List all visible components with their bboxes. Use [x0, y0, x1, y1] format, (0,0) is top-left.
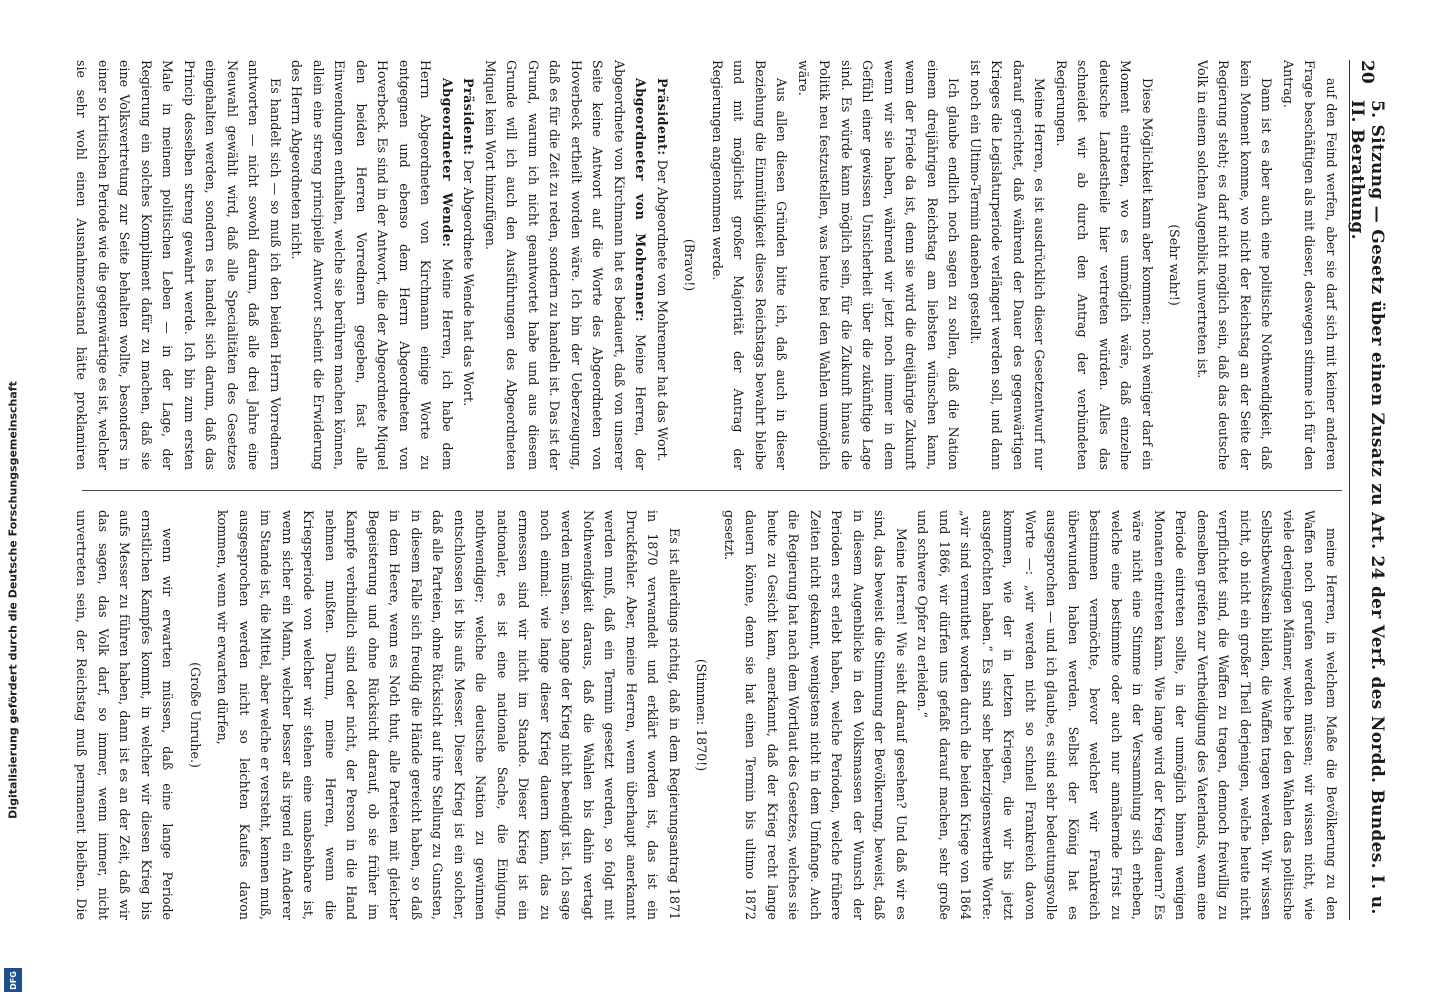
funding-notice: Digitalisierung gefördert durch die Deutsche Forschungsgemeinschaft: [6, 381, 20, 819]
text-paragraph: Aus allen diesen Gründen bitte ich, daß auch in dieser Beziehung die Einmüthigkeit dieses Reichstags bewahrt bleibe und mit möglichst großer Majorität der Antrag der Regierungen angenommen werde.: [710, 60, 790, 470]
text-paragraph: Es ist allerdings richtig, daß in dem Regierungsantrag 1871 in 1870 verwandelt und erklärt worden ist, das ist ein Druckfehler. Aber, meine Herren, wenn überhaupt anerkannt werden muß, daß ein Termin gesetzt werden, so folgt mit Nothwendigkeit daraus, daß die Wahlen bis dahin vertagt werden müssen, so lange der Krieg nicht beendigt ist. Ich sage noch einmal: wie lange dieser Krieg dauern kann, das zu ermessen sind wir nicht im Stande. Dieser Krieg ist ein nationaler, es ist eine nationale Sache, die Einigung, nothwendiger; welche die deutsche Nation zu gewinnen entschlossen ist bis aufs Messer. Dieser Krieg ist ein solcher, daß alle Parteien, ohne Rücksicht auf ihre Stellung zu Gunsten, in diesem Falle sich freudig die Hände gereicht haben, so daß in dem Heere, wenn es Noth thut, alle Parteien mit gleicher Begeisterung und ohne Rücksicht darauf, ob sie früher im Kampfe verbindlich sind oder nicht, der Person in die Hand nehmen mußten. Darum, meine Herren, wenn die Kriegsperiode von welcher wir stehen eine unabsehbare ist, wenn sicher ein Mann, welcher besser als irgend ein Anderer im Stande ist, die Mittel, aber welche er versteht, kennen muß, ausgesprochen werden nicht so leichten Kaufes davon kommen, wenn wir erwarten dürfen,: [215, 510, 682, 920]
page-header: [1347, 60, 1387, 920]
speech-paragraph: [480, 60, 652, 470]
text-paragraph: auf den Feind werfen, aber sie darf sich mit keiner anderen Frage beschäftigen als mit dieser, deswegen stimme ich für den Antrag.: [1281, 60, 1339, 470]
speech-text: Der Abgeordnete von Mohrenner hat das Wort.: [655, 159, 670, 462]
text-paragraph: Meine Herren! Wie sieht darauf gesehen? Und daß wir es sind, das beweist die Stimmung der Bevölkerung, beweist, daß in diesem Augenblicke in den Volksmassen der Wunsch der Perioden erst erlebt haben, welche Perioden, welche frühere Zeiten nicht gekannt, wenigstens nicht in dem Umfange. Auch die Regierung hat nach dem Wortlaut des Gesetzes, welches sie heute zu Gesicht kam, anerkannt, daß der Krieg recht lange dauern könne, denn sie hat einen Termin bis ultimo 1872 gesetzt.: [722, 510, 909, 920]
stage-direction: (Stimmen: 1870!): [694, 658, 710, 772]
text-paragraph: Diese Möglichkeit kann aber kommen; noch weniger darf ein Moment eintreten, wo es unmöglich wäre, daß einzelne deutsche Landestheile hier vertreten würden. Alles das schneidet wir ab durch den Antrag der verbündeten Regierungen.: [1054, 60, 1155, 470]
column-divider: [82, 490, 1342, 491]
dfg-logo: DFG: [4, 968, 22, 992]
speaker-name: Abgeordneter Wende:: [440, 78, 455, 248]
text-paragraph: Dann ist es aber auch eine politische Nothwendigkeit, daß kein Moment komme, wo nicht der Reichstag an der Seite der Regierung steht; es darf nicht möglich sein, daß das deutsche Volk in einem solchen Augenblick unvertreten ist.: [1195, 60, 1275, 470]
speech-text: Der Abgeordnete Wende hat das Wort.: [461, 159, 477, 407]
text-paragraph: meine Herren, in welchem Maße die Bevölkerung zu den Waffen noch gerufen werden müssen; wir wissen nicht, wie viele derjenigen Männer, welche bei den Wahlen das politische Selbstbewußtsein bilden, die Waffen tragen werden. Wir wissen nicht, ob nicht ein großer Theil derjenigen, welche heute nicht verpflichtet sind, die Waffen zu tragen, dennoch freiwillig zu denselben greifen zur Vertheidigung des Vaterlands, wenn eine Periode eintreten sollte, in der unmöglich binnen wenigen Monaten eintreten kann. Wie lange wird der Krieg dauern? Es wäre nicht eine Stimme in der Versammlung sich erheben, welche eine bestimmte oder auch nur annähernde Frist zu bestimmen vermöchte, bevor welcher wir Frankreich überwunden haben werden. Selbst der König hat es ausgesprochen — und ich glaube, es sind sehr bedeutungsvolle Worte —: „wir werden nicht so schnell Frankreich davon kommen, wie der in letzten Kriegen, die wir bis jetzt ausgefochten haben.“ Es sind sehr beherzigenswerthe Worte: „wir sind vermuthet worden durch die beiden Kriege von 1864 und 1866, wir dürfen uns gefaßt darauf machen, sehr große und schwere Opfer zu erleiden.“: [915, 510, 1339, 920]
text-paragraph: Es handelt sich — so muß ich den beiden Herrn Vorrednern antworten — nicht sowohl darum, daß alle drei Jahre eine Neuwahl gewählt wird, daß alle Specialitäten des Gesetzes eingehalten werden, sondern es handelt sich darum, daß das Princip desselben streng gewahrt werde. Ich bin zum ersten Male in meinem politischen Leben — in der Lage, der Regierung ein solches Kompliment dafür zu machen, daß sie eine Volksvertretung zur Seite behalten wollte, besonders in einer so kritischen Periode wie die gegenwärtige es ist, welcher sie sehr wohl einen Ausnahmezustand hätte proklamiren: [74, 60, 283, 470]
stage-direction: (Bravo!): [682, 238, 698, 292]
text-paragraph: Meine Herren, es ist ausdrücklich dieser Gesetzentwurf nur darauf gerichtet, daß während der Dauer des gegenwärtigen Krieges die Legislaturperiode verlängert werden soll, und dann ist noch ein Ultimo-Termin daneben gestellt.: [968, 60, 1048, 470]
speech-text: Meine Herren, ich habe dem Herrn Abgeordneten von Kirchmann einige Worte zu entgegnen und ebenso dem Herrn Abgeordneten von Hoverbeck. Es sind in der Antwort, die der Abgeordnete Miquel den beiden Herren Vorrednern gegeben, fast alle Einwendungen enthalten, welche sie berühren machen können, allein eine streng principielle Antwort scheint die Erwiderung des Herrn Abgeordneten nicht.: [289, 60, 455, 470]
speaker-name: Abgeordneter von Mohrenner:: [633, 78, 649, 323]
speech-paragraph: [286, 60, 458, 470]
stage-direction: (Große Unruhe.): [188, 662, 203, 768]
left-text-column: [72, 60, 1342, 470]
speech-paragraph: [458, 60, 480, 470]
speech-paragraph: [652, 60, 674, 470]
text-paragraph: Ich glaube endlich noch sagen zu sollen, daß die Nation einem dreijährigen Reichstag am liebsten wünschen kann, wenn der Friede da ist, denn sie wird die dreijährige Zukunft wenn wir sie haben, während wir jetzt noch immer in dem Gefühl einer gewissen Unsicherheit über die zukünftige Lage sind. Es würde kann möglich sein, für die Zukunft hinaus die Politik neu festzustellen, was heute bei den Wahlen unmöglich wäre.: [796, 60, 962, 470]
stage-direction: (Sehr wahr!): [1167, 224, 1183, 306]
page-number: 20: [1357, 60, 1377, 84]
right-text-column: [72, 510, 1342, 920]
text-paragraph: wenn wir erwarten müssen, daß eine lange Periode ernstlichen Kampfes kommt, in welcher wir diesen Krieg bis aufs Messer zu führen haben, dann ist es an der Zeit, daß wir das sagen, das Volk darf, so immer, wenn immer, nicht unvertreten sein, der Reichstag muß permanent bleiben. Die: [74, 510, 176, 920]
running-title: 5. Sitzung — Gesetz über einen Zusatz zu Art. 24 der Verf. des Nordd. Bundes. I. u. II. Berathung.: [1347, 100, 1387, 915]
speaker-name: Präsident:: [461, 78, 477, 156]
speech-text: Meine Herren, der Abgeordnete von Kirchmann hat es bedauert, daß von unserer Seite keine Antwort auf die Worte des Abgeordneten von Hoverbeck ertheilt worden wäre. Ich bin der Ueberzeugung, daß es für die Zeit zu reden, sondern zu handeln ist. Das ist der Grund, warum ich nicht geantwortet habe und aus diesem Grunde will ich auch den Ausführungen des Abgeordneten Miquel kein Wort hinzufügen.: [483, 60, 649, 470]
speaker-name: Präsident:: [655, 78, 670, 156]
